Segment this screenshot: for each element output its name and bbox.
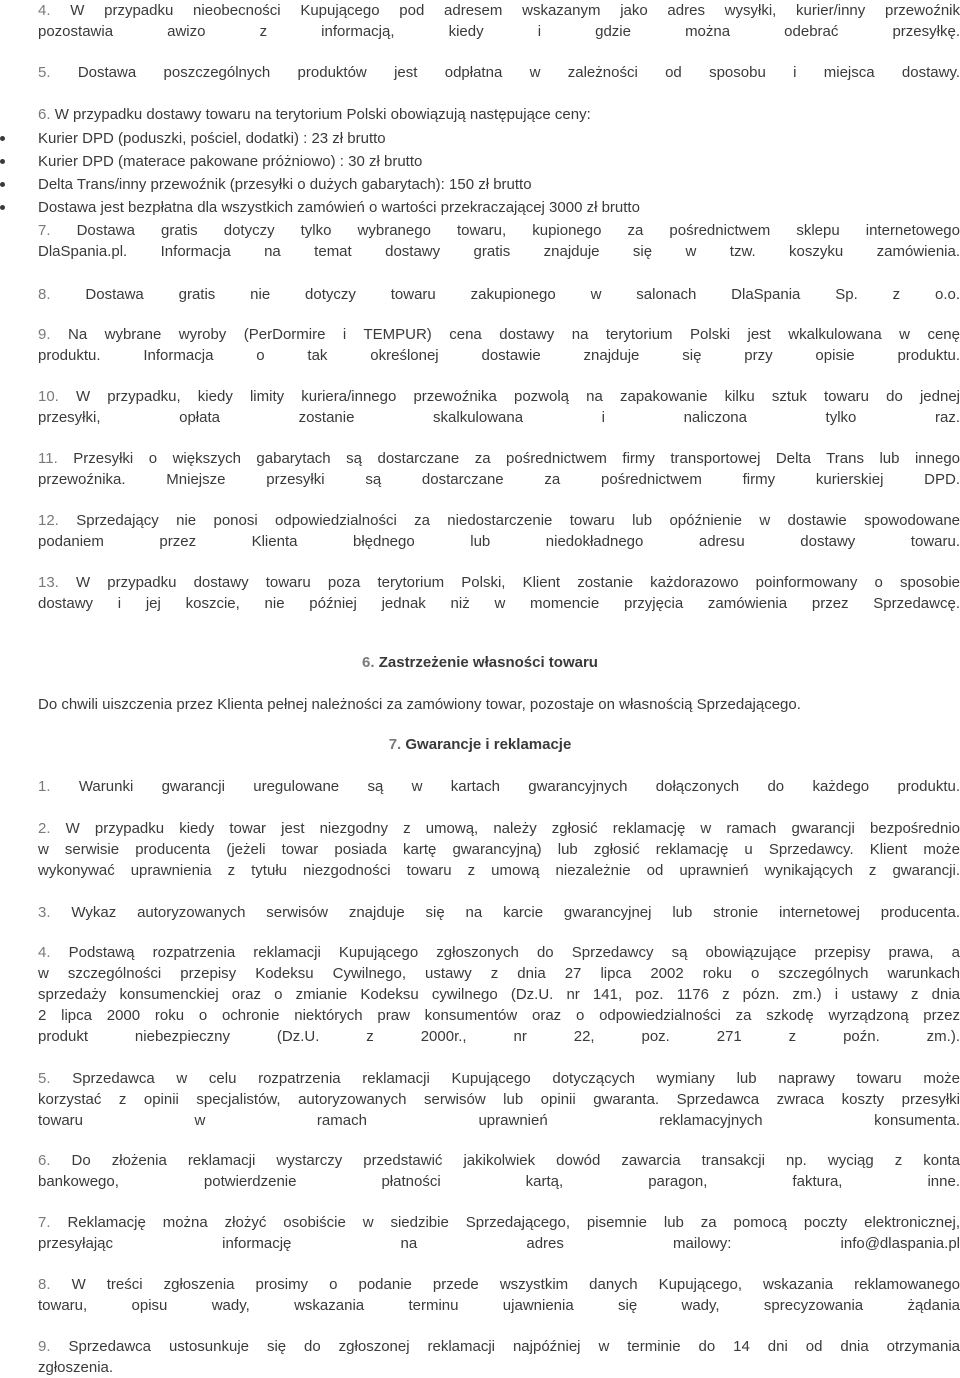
paragraph-line: DlaSpania.pl. Informacja na temat dostawy gratis znajduje się w tzw. koszyku zamówienia. [38, 243, 960, 260]
bullet-icon [0, 159, 5, 164]
list-item-text: Kurier DPD (poduszki, pościel, dodatki) : 23 zł brutto [38, 130, 386, 147]
paragraph-number: 8. [38, 1276, 51, 1293]
warranty-paragraph-1 [38, 776, 960, 797]
paragraph-number: 1. [38, 778, 51, 795]
paragraph-line: towaru, opisu wady, wskazania terminu ujawnienia się wady, sprecyzowania żądania [38, 1297, 960, 1314]
paragraph-line: pozostawia awizo z informacją, kiedy i gdzie można odebrać przesyłkę. [38, 23, 960, 40]
paragraph-line: Przesyłki o większych gabarytach są dostarczane za pośrednictwem firmy transportowej Delta Trans lub innego [73, 450, 960, 467]
paragraph-line: Podstawą rozpatrzenia reklamacji Kupującego zgłoszonych do Sprzedawcy są obowiązujące przepisy prawa, a [68, 944, 960, 961]
section-heading-6 [0, 652, 960, 673]
paragraph-line: w szczególności przepisy Kodeksu Cywilnego, ustawy z dnia 27 lipca 2002 roku o szczególnych warunkach [38, 965, 960, 982]
paragraph-number: 5. [38, 64, 51, 81]
paragraph-7 [38, 220, 960, 262]
paragraph-line: Dostawa gratis nie dotyczy towaru zakupionego w salonach DlaSpania Sp. z o.o. [85, 286, 960, 303]
paragraph-number: 8. [38, 286, 51, 303]
paragraph-line: Dostawa poszczególnych produktów jest odpłatna w zależności od sposobu i miejsca dostawy. [77, 64, 960, 81]
paragraph-line: Sprzedawca ustosunkuje się do zgłoszonej reklamacji najpóźniej w terminie do 14 dni od dnia otrzymania [68, 1338, 960, 1355]
paragraph-line: Wykaz autoryzowanych serwisów znajduje się na karcie gwarancyjnej lub stronie internetowej producenta. [71, 904, 960, 921]
paragraph-number: 10. [38, 388, 59, 405]
paragraph-number: 9. [38, 1338, 51, 1355]
warranty-paragraph-3 [38, 902, 960, 923]
paragraph-number: 5. [38, 1070, 51, 1087]
list-item-text: Dostawa jest bezpłatna dla wszystkich zamówień o wartości przekraczającej 3000 zł brutto [38, 199, 640, 216]
paragraph-line: przewoźnika. Mniejsze przesyłki są dostarczane za pośrednictwem firmy kurierskiej DPD. [38, 471, 960, 488]
paragraph-line: przesyłki, opłata zostanie skalkulowana i naliczona tylko raz. [38, 409, 960, 426]
paragraph-line: Dostawa gratis dotyczy tylko wybranego towaru, kupionego za pośrednictwem sklepu internetowego [76, 222, 960, 239]
paragraph-13 [38, 572, 960, 614]
section-title: Zastrzeżenie własności towaru [378, 654, 598, 671]
paragraph-8 [38, 284, 960, 305]
bullet-icon [0, 182, 5, 187]
paragraph-number: 13. [38, 574, 59, 591]
warranty-paragraph-9 [38, 1336, 960, 1378]
paragraph-line: w serwisie producenta (jeżeli towar posiada kartę gwarancyjną) lub zgłosić reklamację u Sprzedawcy. Klient może [38, 841, 960, 858]
list-item [38, 128, 960, 149]
paragraph-line: podaniem przez Klienta błędnego lub niedokładnego adresu dostawy towaru. [38, 533, 960, 550]
paragraph-line: W przypadku dostawy towaru na terytorium Polski obowiązują następujące ceny: [54, 106, 591, 123]
paragraph-line: W przypadku kiedy towar jest niezgodny z umową, należy zgłosić reklamację w ramach gwarancji bezpośrednio [65, 820, 960, 837]
list-item-text: Delta Trans/inny przewoźnik (przesyłki o dużych gabarytach): 150 zł brutto [38, 176, 532, 193]
paragraph-9 [38, 324, 960, 366]
section-number: 6. [362, 654, 375, 671]
paragraph-line: sprzedaży konsumenckiej oraz o zmianie Kodeksu cywilnego (Dz.U. nr 141, poz. 1176 z pózn. zm.) i ustawy z dnia [38, 986, 960, 1003]
paragraph-line: W przypadku dostawy towaru poza terytorium Polski, Klient zostanie każdorazowo poinformowany o sposobie [75, 574, 960, 591]
paragraph-number: 6. [38, 1152, 51, 1169]
paragraph-line: korzystać z opinii specjalistów, autoryzowanych serwisów lub opinii gwaranta. Sprzedawca zwraca koszty przesyłki [38, 1091, 960, 1108]
paragraph-line: Do złożenia reklamacji wystarczy przedstawić jakikolwiek dowód zawarcia transakcji np. wyciąg z konta [71, 1152, 960, 1169]
bullet-icon [0, 205, 5, 210]
paragraph-line: W przypadku, kiedy limity kuriera/innego przewoźnika pozwolą na zapakowanie kilku sztuk towaru do jednej [76, 388, 960, 405]
paragraph-line: wykonywać uprawnienia z tytułu niezgodności towaru z umową niezależnie od uprawnień wynikających z gwarancji. [38, 862, 960, 879]
list-item [38, 197, 960, 218]
paragraph-number: 12. [38, 512, 59, 529]
paragraph-6 [38, 104, 960, 125]
paragraph-10 [38, 386, 960, 428]
list-item [38, 174, 960, 195]
bullet-icon [0, 136, 5, 141]
paragraph-line: towaru w ramach uprawnień reklamacyjnych konsumenta. [38, 1112, 960, 1129]
warranty-paragraph-8 [38, 1274, 960, 1316]
list-item-text: Kurier DPD (materace pakowane próżniowo) : 30 zł brutto [38, 153, 423, 170]
paragraph-number: 7. [38, 222, 51, 239]
paragraph-4 [38, 0, 960, 42]
warranty-paragraph-7 [38, 1212, 960, 1254]
paragraph-line: przesyłając informację na adres mailowy: info@dlaspania.pl [38, 1235, 960, 1252]
warranty-paragraph-4 [38, 942, 960, 1047]
paragraph-number: 4. [38, 2, 51, 19]
list-item [38, 151, 960, 172]
paragraph-line: dostawy i jej koszcie, nie później jednak niż w momencie przyjęcia zamówienia przez Sprzedawcę. [38, 595, 960, 612]
section-number: 7. [388, 736, 402, 753]
paragraph-number: 7. [38, 1214, 51, 1231]
section-heading-7 [0, 734, 960, 755]
warranty-paragraph-5 [38, 1068, 960, 1131]
paragraph-line: Na wybrane wyroby (PerDormire i TEMPUR) cena dostawy na terytorium Polski jest wkalkulowana w cenę [67, 326, 960, 343]
paragraph-number: 4. [38, 944, 51, 961]
warranty-paragraph-2 [38, 818, 960, 881]
paragraph-line: Sprzedający nie ponosi odpowiedzialności za niedostarczenie towaru lub opóźnienie w dostawie spowodowane [76, 512, 960, 529]
paragraph-5 [38, 62, 960, 83]
paragraph-number: 3. [38, 904, 51, 921]
paragraph-line: produkt niebezpieczny (Dz.U. z 2000r., nr 22, poz. 271 z poźn. zm.). [38, 1028, 960, 1045]
section-6-text [38, 694, 960, 715]
paragraph-line: produktu. Informacja o tak określonej dostawie znajduje się przy opisie produktu. [38, 347, 960, 364]
warranty-paragraph-6 [38, 1150, 960, 1192]
paragraph-number: 11. [38, 450, 58, 467]
paragraph-number: 6. [38, 106, 51, 123]
paragraph-12 [38, 510, 960, 552]
paragraph-11 [38, 448, 960, 490]
paragraph-line: Do chwili uiszczenia przez Klienta pełnej należności za zamówiony towar, pozostaje on własnością Sprzedającego. [38, 696, 801, 713]
paragraph-number: 9. [38, 326, 51, 343]
paragraph-line: W treści zgłoszenia prosimy o podanie przede wszystkim danych Kupującego, wskazania reklamowanego [71, 1276, 960, 1293]
paragraph-line: zgłoszenia. [38, 1359, 114, 1376]
paragraph-line: Reklamację można złożyć osobiście w siedzibie Sprzedającego, pisemnie lub za pomocą poczty elektronicznej, [67, 1214, 960, 1231]
section-title: Gwarancje i reklamacje [405, 736, 572, 753]
delivery-price-list [38, 128, 960, 218]
paragraph-line: 2 lipca 2000 roku o ochronie niektórych praw konsumentów oraz o odpowiedzialności za szkodę wyrządzoną przez [38, 1007, 960, 1024]
paragraph-line: bankowego, potwierdzenie płatności kartą, paragon, faktura, inne. [38, 1173, 960, 1190]
paragraph-line: Warunki gwarancji uregulowane są w kartach gwarancyjnych dołączonych do każdego produktu. [78, 778, 960, 795]
paragraph-line: Sprzedawca w celu rozpatrzenia reklamacji Kupującego dotyczących wymiany lub naprawy towaru może [72, 1070, 960, 1087]
paragraph-number: 2. [38, 820, 51, 837]
paragraph-line: W przypadku nieobecności Kupującego pod adresem wskazanym jako adres wysyłki, kurier/inny przewoźnik [70, 2, 960, 19]
